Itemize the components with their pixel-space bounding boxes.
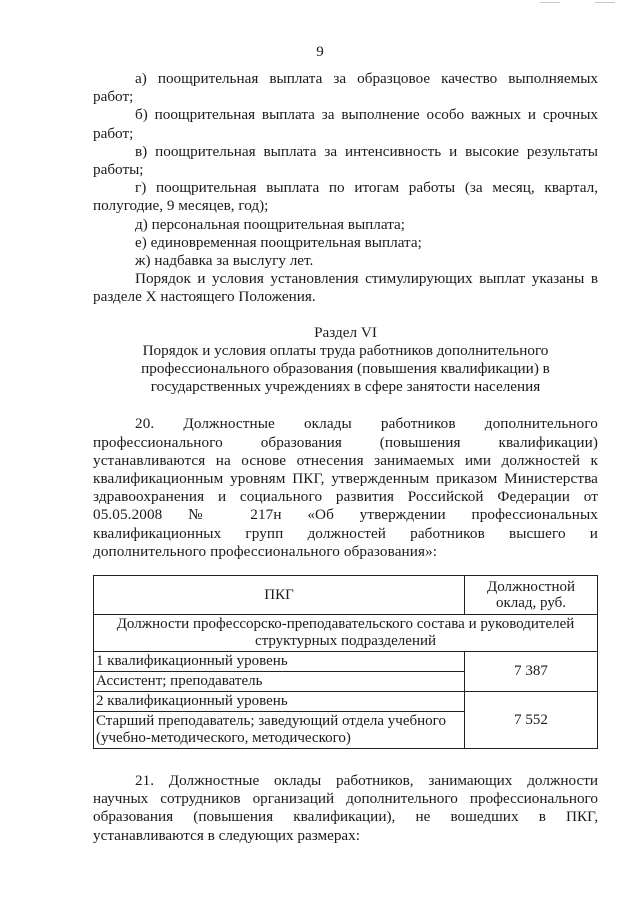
table-row <box>94 652 598 672</box>
level-name: 1 квалификационный уровень <box>94 652 465 672</box>
scan-artifact <box>540 2 560 3</box>
section-title: Порядок и условия оплаты труда работников дополнительного профессионального образования (повышения квалификации) в государственных учреждениях в сфере занятости населения <box>141 341 550 396</box>
incentive-list <box>93 70 598 270</box>
positions: Старший преподаватель; заведующий отдела учебного (учебно-методического, методического) <box>94 712 465 749</box>
list-item: г) поощрительная выплата по итогам работы (за месяц, квартал, полугодие, 9 месяцев, год); <box>93 179 598 215</box>
list-item: е) единовременная поощрительная выплата; <box>135 233 422 251</box>
document-body <box>93 70 598 845</box>
table-row <box>94 692 598 712</box>
header-pkg: ПКГ <box>94 576 465 615</box>
scan-artifact <box>595 2 615 3</box>
salary-value: 7 387 <box>465 652 598 692</box>
page-number: 9 <box>316 44 324 60</box>
table-header-row <box>94 576 598 615</box>
section-label: Раздел VI <box>314 323 377 341</box>
list-item: д) персональная поощрительная выплата; <box>135 215 406 233</box>
positions: Ассистент; преподаватель <box>94 672 465 692</box>
salary-table <box>93 575 598 749</box>
level-name: 2 квалификационный уровень <box>94 692 465 712</box>
salary-value: 7 552 <box>465 692 598 749</box>
list-item: б) поощрительная выплата за выполнение особо важных и срочных работ; <box>93 106 598 142</box>
list-item: ж) надбавка за выслугу лет. <box>135 252 314 270</box>
list-item: в) поощрительная выплата за интенсивность и высокие результаты работы; <box>93 142 598 179</box>
procedure-paragraph: Порядок и условия установления стимулирующих выплат указаны в разделе X настоящего Положения. <box>93 270 598 306</box>
header-salary: Должностной оклад, руб. <box>465 576 598 615</box>
table-group-row <box>94 615 598 652</box>
group-title: Должности профессорско-преподавательского состава и руководителей структурных подразделений <box>94 615 598 652</box>
paragraph-21: 21. Должностные оклады работников, занимающих должности научных сотрудников организаций дополнительного профессионального образования (повышения квалификации), не вошедших в ПКГ, устанавливаются в следующих размерах: <box>93 772 598 844</box>
list-item: а) поощрительная выплата за образцовое качество выполняемых работ; <box>93 70 598 106</box>
paragraph-20: 20. Должностные оклады работников дополнительного профессионального образования (повышения квалификации) устанавливаются на основе отнесения занимаемых ими должностей к квалификационным уровням ПКГ, утвержденным приказом Министерства здравоохранения и социального развития Российской Федерации от 05.05.2008 № 217н «Об утверждении профессиональных квалификационных групп должностей работников высшего и дополнительного профессионального образования»: <box>93 415 598 560</box>
